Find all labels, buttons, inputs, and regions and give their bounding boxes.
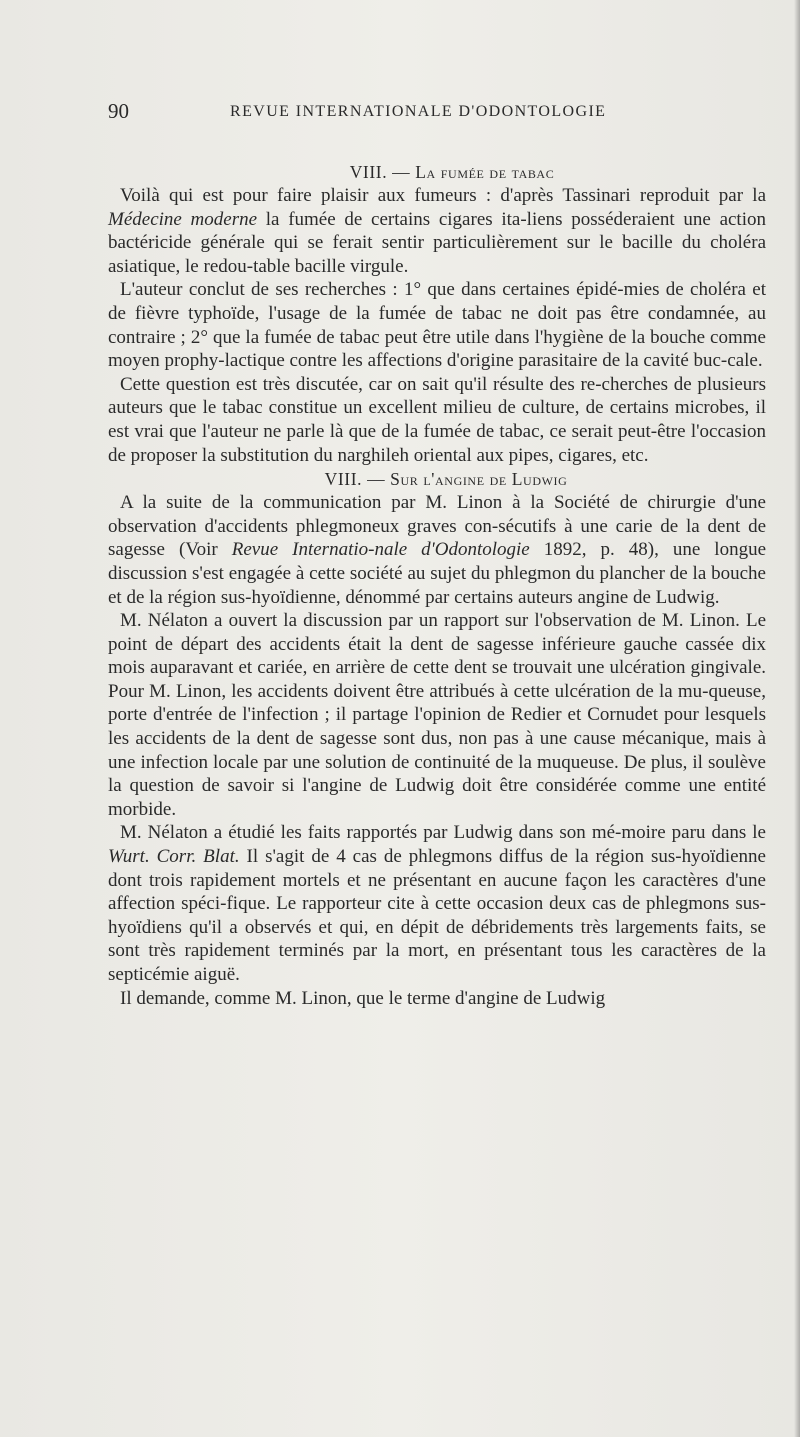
paragraph: [108, 821, 766, 986]
section-number: VIII. —: [349, 162, 411, 182]
section-title: La fumée de tabac: [415, 162, 555, 182]
journal-reference: Wurt. Corr. Blat.: [108, 846, 240, 868]
text-run: Il s'agit de 4 cas de phlegmons diffus de la région sus-hyoïdienne dont trois rapidement mortels et ne présentant en aucune façon les caractères d'une affection spéci-fique. Le rapporteur cite à cette occasion deux cas de phlegmons sus-hyoïdiens qu'il a observés et qui, en dépit de débridements très largements faits, se sont très rapidement terminés par la mort, en présentant tous les caractères de la septicémie aiguë.: [108, 846, 766, 985]
text-run: M. Nélaton a étudié les faits rapportés par Ludwig dans son mé-moire paru dans le: [120, 822, 766, 844]
page-number: 90: [108, 99, 129, 123]
text-column: [108, 160, 766, 1010]
section-heading-ludwig: [108, 467, 766, 491]
text-run: 1892, p. 48), une longue discussion s'est engagée à cette société au sujet du phlegmon du plancher de la bouche et de la région sus-hyoïdienne, dénommé par certains auteurs angine de Ludwig.: [108, 539, 766, 608]
paragraph: M. Nélaton a ouvert la discussion par un rapport sur l'observation de M. Linon. Le point de départ des accidents était la dent de sagesse inférieure gauche cassée dix mois auparavant et cariée, en arrière de cette dent se trouvait une ulcération gingivale. Pour M. Linon, les accidents doivent être attribués à cette ulcération de la mu-queuse, porte d'entrée de l'infection ; il partage l'opinion de Redier et Cornudet pour lesquels les accidents de la dent de sagesse sont dus, non pas à une cause mécanique, mais à une infection locale par une solution de continuité de la muqueuse. De plus, il soulève la question de savoir si l'angine de Ludwig doit être considérée comme une entité morbide.: [108, 610, 766, 820]
page-edge-shadow: [794, 0, 800, 1437]
paragraph: [108, 491, 766, 609]
journal-reference: Revue Internatio-nale d'Odontologie: [231, 539, 530, 561]
section-title: Sur l'angine de Ludwig: [390, 469, 568, 490]
paragraph: Il demande, comme M. Linon, que le terme d'angine de Ludwig: [120, 987, 606, 1009]
journal-reference: Médecine moderne: [108, 208, 258, 230]
text-run: la fumée de certains cigares ita-liens posséderaient une action bactéricide générale qui se ferait sentir particulièrement sur le bacille du choléra asiatique, le redou-table bacille virgule.: [108, 208, 766, 277]
journal-title: REVUE INTERNATIONALE D'ODONTOLOGIE: [230, 103, 607, 120]
paragraph: L'auteur conclut de ses recherches : 1° que dans certaines épidé-mies de choléra et de fièvre typhoïde, l'usage de la fumée de tabac ne doit pas être condamnée, au contraire ; 2° que la fumée de tabac peut être utile dans l'hygiène de la bouche comme moyen prophy-lactique contre les affections d'origine parasitaire de la cavité buc-cale.: [108, 279, 766, 372]
section-heading-tabac: [108, 160, 766, 184]
text-run: A la suite de la communication par M. Linon à la Société de chirurgie d'une observation d'accidents phlegmoneux graves con-sécutifs à une carie de la dent de sagesse (Voir: [108, 492, 766, 561]
text-run: Voilà qui est pour faire plaisir aux fumeurs : d'après Tassinari reproduit par la: [120, 185, 766, 206]
paragraph: Cette question est très discutée, car on sait qu'il résulte des re-cherches de plusieurs auteurs que le tabac constitue un excellent milieu de culture, de certains microbes, il est vrai que l'auteur ne parle là que de la fumée de tabac, ce serait peut-être l'occasion de proposer la substitution du narghileh oriental aux pipes, cigares, etc.: [108, 373, 766, 466]
running-head: [108, 99, 770, 129]
paragraph: [108, 184, 766, 278]
section-number: VIII. —: [324, 469, 386, 490]
